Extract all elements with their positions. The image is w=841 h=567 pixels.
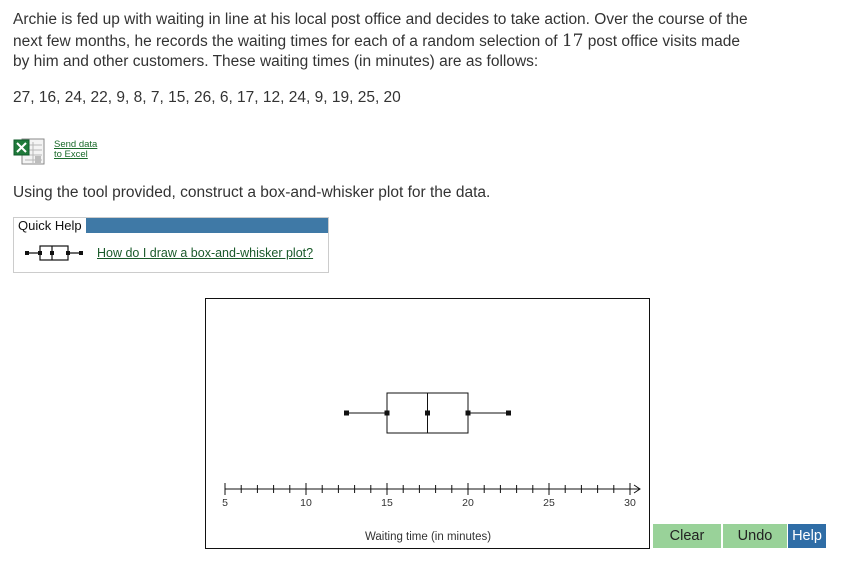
sample-count: 17 <box>561 30 584 51</box>
instruction-text: Using the tool provided, construct a box-and-whisker plot for the data. <box>13 184 491 201</box>
x-axis-tick-label: 20 <box>462 497 474 509</box>
help-button[interactable]: Help <box>788 524 826 548</box>
median-handle[interactable] <box>425 411 430 416</box>
x-axis-tick-label: 10 <box>300 497 312 509</box>
clear-button[interactable]: Clear <box>653 524 721 548</box>
x-axis-tick-label: 5 <box>222 497 228 509</box>
min-handle[interactable] <box>344 411 349 416</box>
x-axis-tick-label: 15 <box>381 497 393 509</box>
how-to-link[interactable]: How do I draw a box-and-whisker plot? <box>97 246 314 260</box>
data-values: 27, 16, 24, 22, 9, 8, 7, 15, 26, 6, 17, 12, 24, 9, 19, 25, 20 <box>13 89 401 106</box>
max-handle[interactable] <box>506 411 511 416</box>
send-to-excel[interactable] <box>13 136 153 168</box>
problem-statement <box>13 10 758 73</box>
quick-help-title: Quick Help <box>14 218 87 233</box>
x-axis-tick-label: 25 <box>543 497 555 509</box>
problem-text-before: Archie is fed up with waiting in line at his local post office and decides to take action. Over the course of the next few months, he records the waiting times for each of a random selection of <box>13 11 748 50</box>
box-plot-svg[interactable] <box>206 299 651 550</box>
excel-icon[interactable] <box>13 136 47 166</box>
send-to-excel-line1[interactable]: Send data <box>54 139 98 150</box>
x-axis-tick-label: 30 <box>624 497 636 509</box>
undo-button[interactable]: Undo <box>723 524 787 548</box>
quick-help-panel <box>13 217 329 273</box>
q1-handle[interactable] <box>385 411 390 416</box>
send-to-excel-line2[interactable]: to Excel <box>54 149 88 160</box>
problem-text-after: post office visits made by him and other customers. These waiting times (in minutes) are as follows: <box>13 32 740 70</box>
box-plot-icon[interactable] <box>24 244 84 262</box>
x-axis-label: Waiting time (in minutes) <box>364 531 492 543</box>
q3-handle[interactable] <box>466 411 471 416</box>
plot-area[interactable] <box>205 298 650 549</box>
send-to-excel-link[interactable] <box>54 140 97 160</box>
